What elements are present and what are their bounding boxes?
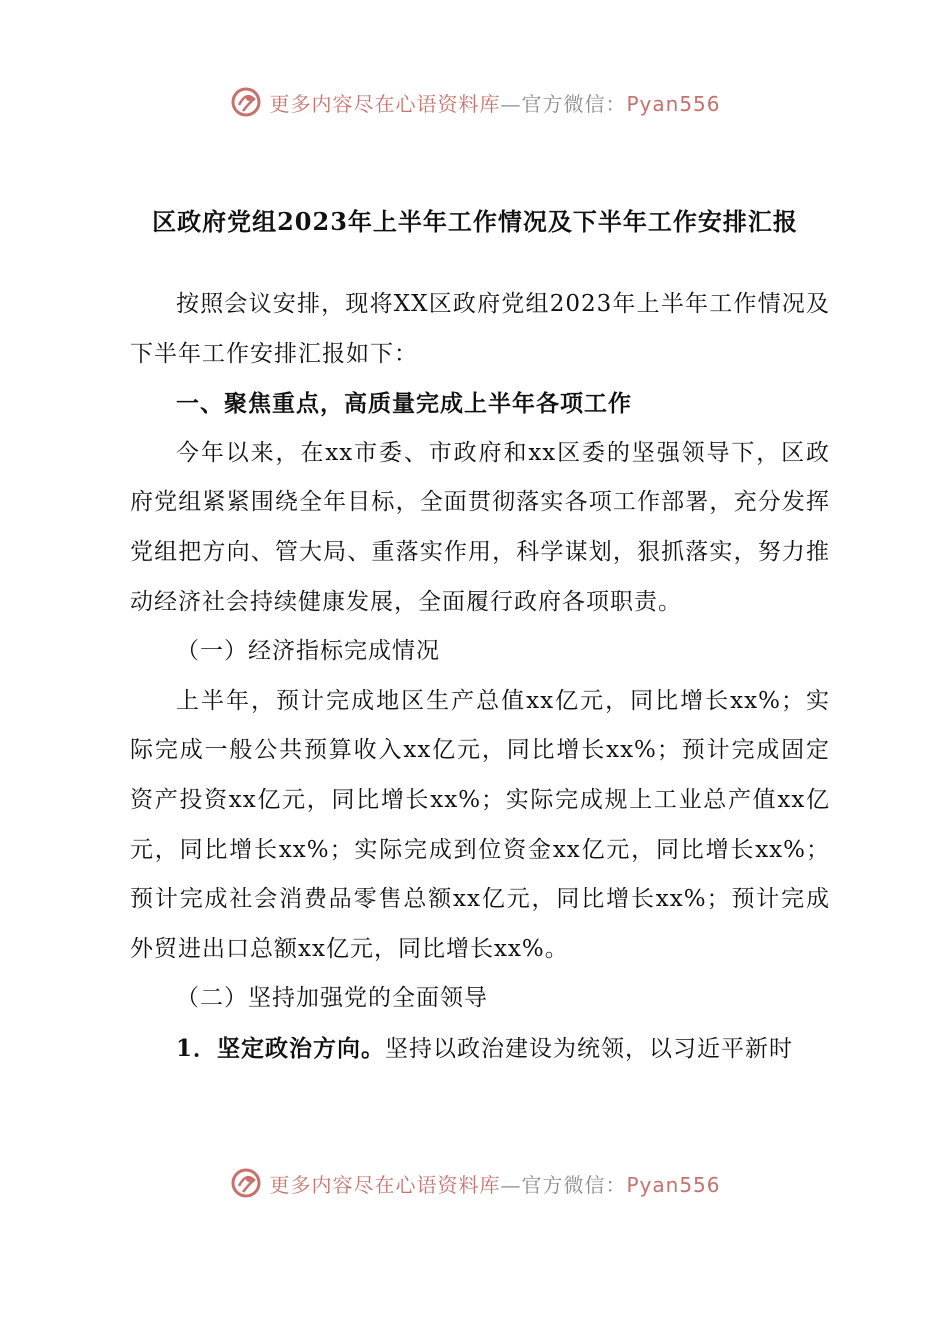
- sub2-heading: （二）坚持加强党的全面领导: [176, 985, 488, 1012]
- watermark-main: 更多内容尽在心语资料库: [269, 91, 501, 116]
- sub1-paragraph: 上半年，预计完成地区生产总值xx亿元，同比增长xx%；实际完成一般公共预算收入xx亿元，同比增长xx%；预计完成固定资产投资xx亿元，同比增长xx%；实际完成规上工业总产值xx亿元，同比增长xx%；实际完成到位资金xx亿元，同比增长xx%；预计完成社会消费品零售总额xx亿元，同比增长xx%；预计完成外贸进出口总额xx亿元，同比增长xx%。: [130, 687, 830, 962]
- watermark-wechat-label: 官方微信：: [521, 1172, 627, 1197]
- brand-logo-icon: [229, 85, 263, 119]
- brand-logo-icon: [229, 1166, 263, 1200]
- item1-lead: 1．坚定政治方向。: [176, 1034, 386, 1062]
- watermark-text: [269, 88, 720, 117]
- document-body: [130, 280, 830, 1075]
- intro-paragraph: 按照会议安排，现将XX区政府党组2023年上半年工作情况及下半年工作安排汇报如下：: [130, 291, 830, 367]
- sub1-heading: （一）经济指标完成情况: [176, 638, 440, 665]
- watermark-text: [269, 1169, 720, 1198]
- watermark-wechat-label: 官方微信：: [521, 91, 627, 116]
- watermark-separator: —: [500, 1172, 522, 1197]
- watermark-banner-top: [0, 82, 950, 122]
- section1-paragraph: 今年以来，在xx市委、市政府和xx区委的坚强领导下，区政府党组紧紧围绕全年目标，全面贯彻落实各项工作部署，充分发挥党组把方向、管大局、重落实作用，科学谋划，狠抓落实，努力推动经济社会持续健康发展，全面履行政府各项职责。: [130, 439, 830, 615]
- document-title: 区政府党组2023年上半年工作情况及下半年工作安排汇报: [152, 207, 798, 236]
- section1-heading: 一、聚焦重点，高质量完成上半年各项工作: [176, 390, 632, 418]
- item1-paragraph: [130, 1024, 830, 1075]
- watermark-wechat-id: Pyan556: [626, 91, 721, 116]
- watermark-main: 更多内容尽在心语资料库: [269, 1172, 501, 1197]
- item1-body: 坚持以政治建设为统领，以习近平新时: [385, 1035, 794, 1062]
- watermark-wechat-id: Pyan556: [626, 1172, 721, 1197]
- watermark-banner-bottom: [0, 1163, 950, 1203]
- watermark-separator: —: [500, 91, 522, 116]
